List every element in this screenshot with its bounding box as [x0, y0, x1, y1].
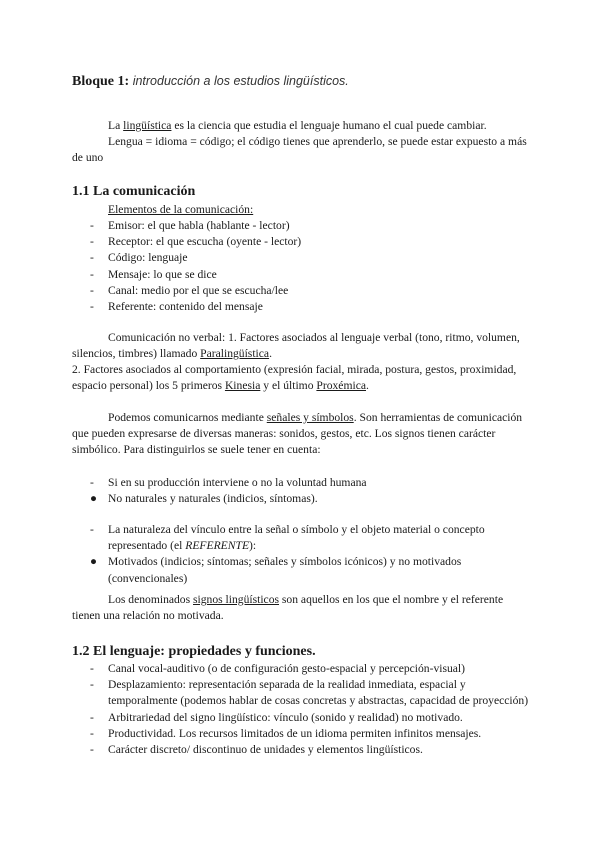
intro-paragraph-1 — [72, 118, 532, 134]
title-italic: introducción a los estudios lingüísticos. — [132, 74, 349, 88]
section-heading-comunicacion: 1.1 La comunicación — [72, 184, 196, 199]
list-item: ● No naturales y naturales (indicios, síntomas). — [90, 492, 318, 506]
list-item: - Desplazamiento: representación separada de la realidad inmediata, espacial y temporalmente (podemos hablar de cosas concretas y abstractas, capacidad de proyección) — [90, 678, 529, 708]
title-bold: Bloque 1: — [72, 74, 130, 89]
term-paralinguistica: Paralingüística — [200, 347, 270, 361]
signals-paragraph: Podemos comunicarnos mediante señales y símbolos. Son herramientas de comunicación que pueden expresarse de diversas maneras: sonidos, gestos, etc. Los signos tienen carácter simbólico. Para distinguirlos se suele tener en cuenta: — [72, 411, 523, 457]
list-item: - Arbitrariedad del signo lingüístico: vínculo (sonido y realidad) no motivado. — [90, 710, 463, 724]
criteria-list-2 — [90, 522, 530, 587]
term-referente: REFERENTE — [185, 539, 250, 553]
list-item: - Productividad. Los recursos limitados de un idioma permiten infinitos mensajes. — [90, 726, 482, 740]
list-item: - Carácter discreto/ discontinuo de unidades y elementos lingüísticos. — [90, 743, 423, 757]
list-item: - Emisor: el que habla (hablante - lector) — [90, 219, 290, 232]
term-senales-simbolos: señales y símbolos — [266, 411, 354, 424]
list-item: - Código: lenguaje — [90, 251, 188, 265]
term-signos-linguisticos: signos lingüísticos — [193, 593, 280, 606]
list-item: - La naturaleza del vínculo entre la señal o símbolo y el objeto material o concepto representado (el REFERENTE): — [90, 523, 485, 553]
term-kinesia: Kinesia — [224, 379, 261, 393]
term-linguistica: lingüística — [123, 119, 172, 132]
list-item: - Canal: medio por el que se escucha/lee — [90, 283, 289, 297]
list-item: - Mensaje: lo que se dice — [90, 267, 217, 281]
list-item: - Receptor: el que escucha (oyente - lector) — [90, 235, 302, 249]
list-item: ● Motivados (indicios; síntomas; señales y símbolos icónicos) y no motivados (convencionales) — [90, 555, 462, 585]
document-title — [72, 72, 349, 91]
criteria-list-1 — [90, 475, 530, 507]
elements-label: Elementos de la comunicación: — [108, 203, 254, 216]
linguistic-signs-paragraph: Los denominados signos lingüísticos son aquellos en los que el nombre y el referente tienen una relación no motivada. — [72, 593, 504, 623]
section-heading-lenguaje: 1.2 El lenguaje: propiedades y funciones. — [72, 644, 316, 659]
list-item: - Si en su producción interviene o no la voluntad humana — [90, 476, 367, 489]
intro-text: La — [108, 119, 124, 132]
list-item: - Canal vocal-auditivo (o de configuración gesto-espacial y percepción-visual) — [90, 662, 466, 675]
nonverbal-paragraph-2: 2. Factores asociados al comportamiento (expresión facial, mirada, postura, gestos, proximidad, espacio personal) los 5 primeros Kinesia y el último Proxémica. — [72, 363, 517, 393]
list-item: - Referente: contenido del mensaje — [90, 300, 263, 314]
intro-text-end: es la ciencia que estudia el lenguaje humano el cual puede cambiar. — [171, 119, 487, 132]
term-proxemica: Proxémica — [316, 379, 366, 393]
properties-list — [90, 661, 530, 758]
intro-paragraph-2: Lengua = idioma = código; el código tienes que aprenderlo, se puede estar expuesto a más de uno — [72, 135, 527, 165]
elements-list — [90, 218, 530, 315]
nonverbal-paragraph: Comunicación no verbal: 1. Factores asociados al lenguaje verbal (tono, ritmo, volumen, silencios, timbres) llamado Paralingüística. — [72, 331, 520, 361]
